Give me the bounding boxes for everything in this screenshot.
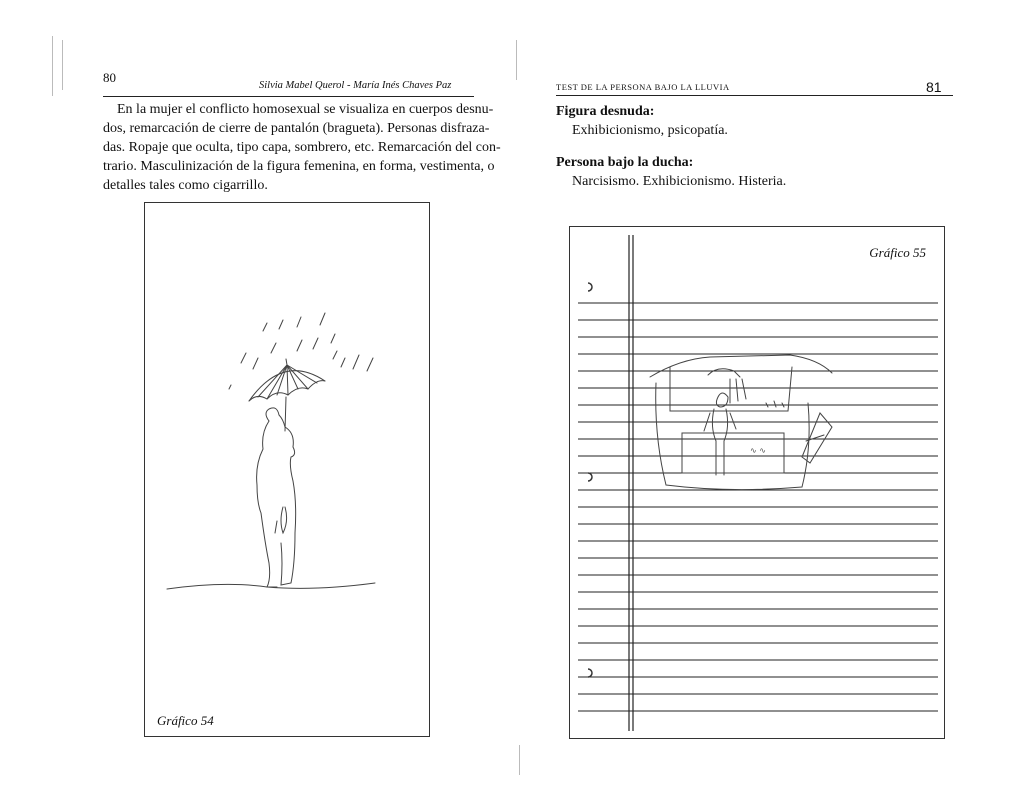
scribble-mark: ∿ ∿ — [750, 446, 766, 455]
umbrella-rib — [258, 365, 287, 397]
body-line: trario. Masculinización de la figura femenina, en forma, vestimenta, o — [103, 159, 495, 174]
lined-paper-drawing — [570, 227, 944, 738]
rain-stroke — [271, 343, 276, 353]
figure-54-frame — [144, 202, 430, 737]
shower-enclosure — [650, 355, 832, 377]
rain-stroke — [253, 358, 258, 369]
water-stroke — [736, 379, 738, 401]
rain-stroke — [333, 351, 337, 359]
figure-55-frame — [569, 226, 945, 739]
rain-stroke — [229, 385, 231, 389]
figure-outline — [266, 408, 296, 585]
rain-stroke — [297, 317, 301, 327]
rain-stroke — [313, 338, 318, 349]
umbrella-tip — [286, 359, 287, 365]
body-line: detalles tales como cigarrillo. — [103, 178, 268, 193]
rain-stroke — [331, 334, 335, 343]
term-description: Exhibicionismo, psicopatía. — [572, 123, 728, 138]
header-rule-left — [103, 96, 474, 97]
body-line: dos, remarcación de cierre de pantalón (bragueta). Personas disfraza- — [103, 121, 490, 136]
scan-artifact — [52, 36, 53, 96]
binder-hole — [588, 473, 592, 481]
scan-artifact — [62, 40, 63, 90]
water-stroke — [742, 379, 746, 399]
body-paragraph — [103, 100, 501, 195]
umbrella-rib — [287, 365, 288, 395]
ground-line — [167, 583, 375, 589]
header-rule-right — [556, 95, 953, 96]
figure-outline — [257, 421, 277, 587]
rain-stroke — [353, 355, 359, 369]
body-line: das. Ropaje que oculta, tipo capa, sombrero, etc. Remarcación del con- — [103, 140, 501, 155]
shower-enclosure — [670, 367, 792, 411]
rain-stroke — [279, 320, 283, 329]
page-number-left: 80 — [103, 70, 116, 85]
rain-stroke — [367, 358, 373, 371]
rain-stroke — [241, 353, 246, 363]
term-heading: Figura desnuda: — [556, 104, 655, 119]
shelf-items — [766, 401, 784, 407]
umbrella-rib — [287, 365, 308, 389]
figure-caption: Gráfico 54 — [157, 713, 214, 728]
binder-hole — [588, 283, 592, 291]
rain-stroke — [341, 358, 345, 367]
running-head-left: Silvia Mabel Querol - María Inés Chaves Paz — [259, 80, 452, 91]
figure-caption: Gráfico 55 — [869, 245, 926, 260]
term-description: Narcisismo. Exhibicionismo. Histeria. — [572, 174, 787, 189]
rain-stroke — [320, 313, 325, 325]
figure-body — [712, 409, 727, 475]
umbrella-rim — [249, 381, 325, 401]
term-heading: Persona bajo la ducha: — [556, 155, 694, 170]
running-head-right: TEST DE LA PERSONA BAJO LA LLUVIA — [556, 82, 730, 92]
umbrella-person-drawing — [145, 203, 429, 736]
shower-enclosure — [656, 383, 809, 490]
body-line: En la mujer el conflicto homosexual se visualiza en cuerpos desnu- — [117, 102, 494, 117]
page-number-right: 81 — [926, 79, 942, 95]
shower-head — [708, 369, 740, 377]
figure-detail — [281, 507, 287, 533]
figure-detail — [275, 521, 277, 533]
binder-hole — [588, 669, 592, 677]
rain-stroke — [263, 323, 267, 331]
rain-stroke — [297, 340, 302, 351]
